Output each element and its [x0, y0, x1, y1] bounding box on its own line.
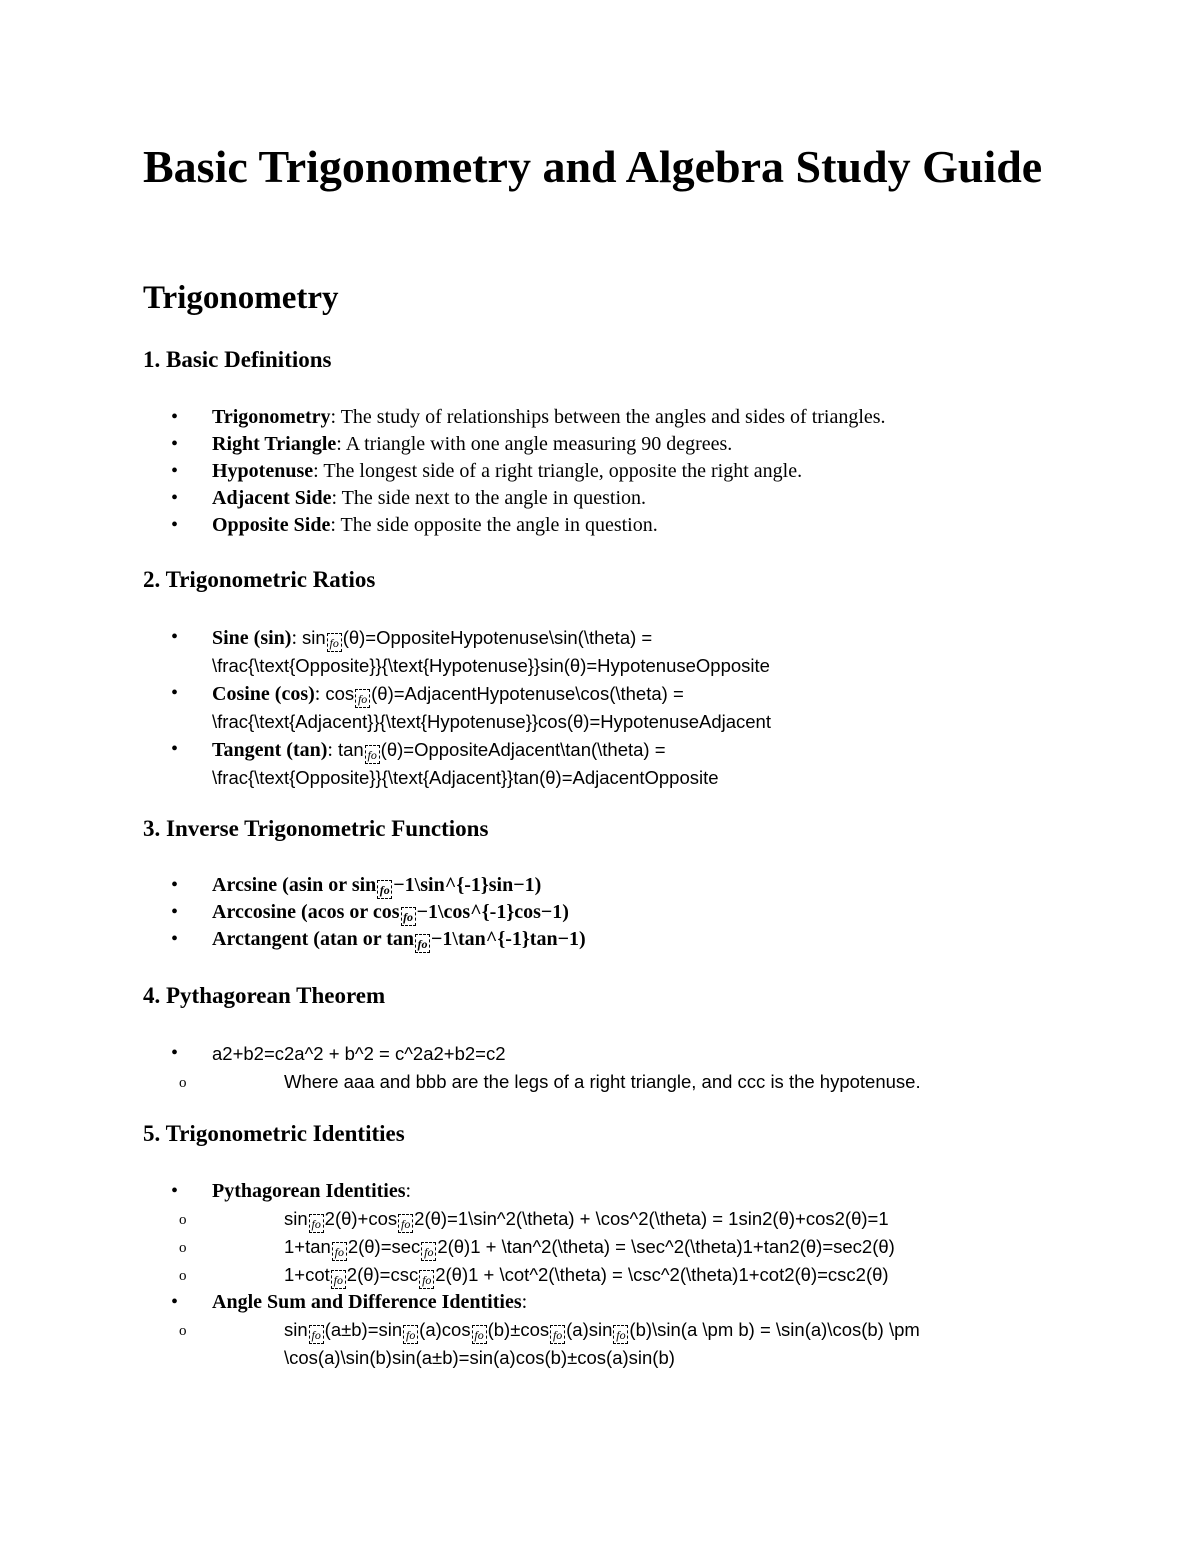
definition: : A triangle with one angle measuring 90 degrees. [336, 433, 733, 455]
formula: a2+b2=c2a^2 + b^2 = c^2a2+b2=c2 [212, 1043, 506, 1064]
sub-list [212, 1205, 1063, 1289]
formula: 2(θ)1 + \tan^2(\theta) = \sec^2(\theta)1+tan2(θ)=sec2(θ) [437, 1236, 895, 1257]
missing-glyph-icon: fo [472, 1325, 487, 1344]
list-item [143, 1178, 1063, 1289]
formula: 2(θ)=1\sin^2(\theta) + \cos^2(\theta) = 1sin2(θ)+cos2(θ)=1 [414, 1208, 889, 1229]
list-item [143, 926, 1063, 953]
term: Trigonometry [212, 406, 331, 428]
definition: : The study of relationships between the angles and sides of triangles. [330, 406, 886, 428]
label: −1\sin^{-1}sin−1) [393, 874, 542, 896]
formula: (a)sin [566, 1319, 613, 1340]
term: Angle Sum and Difference Identities [212, 1291, 522, 1313]
missing-glyph-icon: fo [365, 745, 380, 764]
pythagorean-list [143, 1040, 1063, 1096]
list-item [143, 404, 1063, 431]
sub-list [212, 1316, 1063, 1372]
formula: (θ)=OppositeHypotenuse\sin(\theta) = [342, 627, 653, 648]
heading-basic-definitions: 1. Basic Definitions [143, 347, 332, 372]
term: Hypotenuse [212, 460, 314, 482]
term: Cosine (cos) [212, 683, 315, 705]
term: Sine (sin) [212, 627, 292, 649]
missing-glyph-icon: fo [355, 689, 370, 708]
missing-glyph-icon: fo [419, 1270, 434, 1289]
missing-glyph-icon: fo [331, 1270, 346, 1289]
term: Right Triangle [212, 433, 337, 455]
list-item [143, 680, 1063, 736]
formula: (θ)=OppositeAdjacent\tan(\theta) = [380, 739, 666, 760]
formula: 1+tan [284, 1236, 331, 1257]
fn: cos [325, 683, 355, 704]
missing-glyph-icon: fo [550, 1325, 565, 1344]
missing-glyph-icon: fo [415, 934, 430, 953]
note: Where aaa and bbb are the legs of a right triangle, and ccc is the hypotenuse. [284, 1071, 921, 1092]
definition: : The longest side of a right triangle, opposite the right angle. [313, 460, 803, 482]
formula: (a)cos [419, 1319, 471, 1340]
fn: tan [337, 739, 364, 760]
list-item [143, 458, 1063, 485]
sub-list-item [143, 1233, 1063, 1261]
list-item [143, 899, 1063, 926]
inverse-list [143, 872, 1063, 953]
label: −1\cos^{-1}cos−1) [416, 901, 569, 923]
formula: (a±b)=sin [324, 1319, 403, 1340]
document-page [143, 140, 1063, 1368]
document-title: Basic Trigonometry and Algebra Study Guide [143, 141, 1043, 192]
label: Arccosine (acos or cos [212, 901, 400, 923]
heading-pythagorean-theorem: 4. Pythagorean Theorem [143, 983, 386, 1008]
formula: \frac{\text{Opposite}}{\text{Adjacent}}tan(θ)=AdjacentOpposite [212, 767, 719, 788]
term: Tangent (tan) [212, 739, 328, 761]
missing-glyph-icon: fo [613, 1325, 628, 1344]
missing-glyph-icon: fo [309, 1325, 324, 1344]
formula: \frac{\text{Opposite}}{\text{Hypotenuse}}sin(θ)=HypotenuseOpposite [212, 655, 770, 676]
formula: (θ)=AdjacentHypotenuse\cos(\theta) = [371, 683, 684, 704]
list-item [143, 624, 1063, 680]
list-item [143, 485, 1063, 512]
formula: 2(θ)1 + \cot^2(\theta) = \csc^2(\theta)1+cot2(θ)=csc2(θ) [435, 1264, 889, 1285]
list-item [143, 736, 1063, 792]
fn: sin [302, 627, 326, 648]
heading-trigonometric-ratios: 2. Trigonometric Ratios [143, 567, 376, 592]
sub-list-item [143, 1068, 1063, 1096]
formula: 1+cot [284, 1264, 330, 1285]
list-item [143, 1289, 1063, 1372]
colon: : [314, 683, 326, 705]
label: −1\tan^{-1}tan−1) [431, 928, 586, 950]
sub-list-item [143, 1316, 1063, 1372]
formula: \cos(a)\sin(b)sin(a±b)=sin(a)cos(b)±cos(a)sin(b) [284, 1347, 675, 1368]
formula: sin [284, 1319, 308, 1340]
heading-inverse-trig: 3. Inverse Trigonometric Functions [143, 816, 489, 841]
sub-list [212, 1068, 1063, 1096]
label: Arcsine (asin or sin [212, 874, 377, 896]
identities-list [143, 1178, 1063, 1372]
colon: : [327, 739, 338, 761]
formula: 2(θ)+cos [324, 1208, 398, 1229]
sub-list-item [143, 1261, 1063, 1289]
missing-glyph-icon: fo [332, 1242, 347, 1261]
sub-list-item [143, 1205, 1063, 1233]
definition: : The side opposite the angle in question. [330, 514, 658, 536]
heading-trig-identities: 5. Trigonometric Identities [143, 1121, 405, 1146]
section-heading-trigonometry: Trigonometry [143, 280, 339, 316]
missing-glyph-icon: fo [309, 1214, 324, 1233]
formula: \frac{\text{Adjacent}}{\text{Hypotenuse}}cos(θ)=HypotenuseAdjacent [212, 711, 771, 732]
colon: : [405, 1180, 412, 1202]
missing-glyph-icon: fo [398, 1214, 413, 1233]
formula: sin [284, 1208, 308, 1229]
formula: (b)±cos [487, 1319, 550, 1340]
colon: : [291, 627, 303, 649]
missing-glyph-icon: fo [403, 1325, 418, 1344]
ratios-list [143, 624, 1063, 792]
formula: 2(θ)=sec [347, 1236, 421, 1257]
term: Adjacent Side [212, 487, 332, 509]
colon: : [521, 1291, 528, 1313]
term: Opposite Side [212, 514, 331, 536]
list-item [143, 872, 1063, 899]
definitions-list [143, 404, 1063, 539]
formula: (b)\sin(a \pm b) = \sin(a)\cos(b) \pm [629, 1319, 920, 1340]
list-item [143, 431, 1063, 458]
definition: : The side next to the angle in question. [331, 487, 647, 509]
term: Pythagorean Identities [212, 1180, 406, 1202]
label: Arctangent (atan or tan [212, 928, 415, 950]
missing-glyph-icon: fo [377, 880, 392, 899]
formula: 2(θ)=csc [346, 1264, 419, 1285]
missing-glyph-icon: fo [327, 633, 342, 652]
missing-glyph-icon: fo [401, 907, 416, 926]
missing-glyph-icon: fo [421, 1242, 436, 1261]
list-item [143, 512, 1063, 539]
list-item [143, 1040, 1063, 1096]
